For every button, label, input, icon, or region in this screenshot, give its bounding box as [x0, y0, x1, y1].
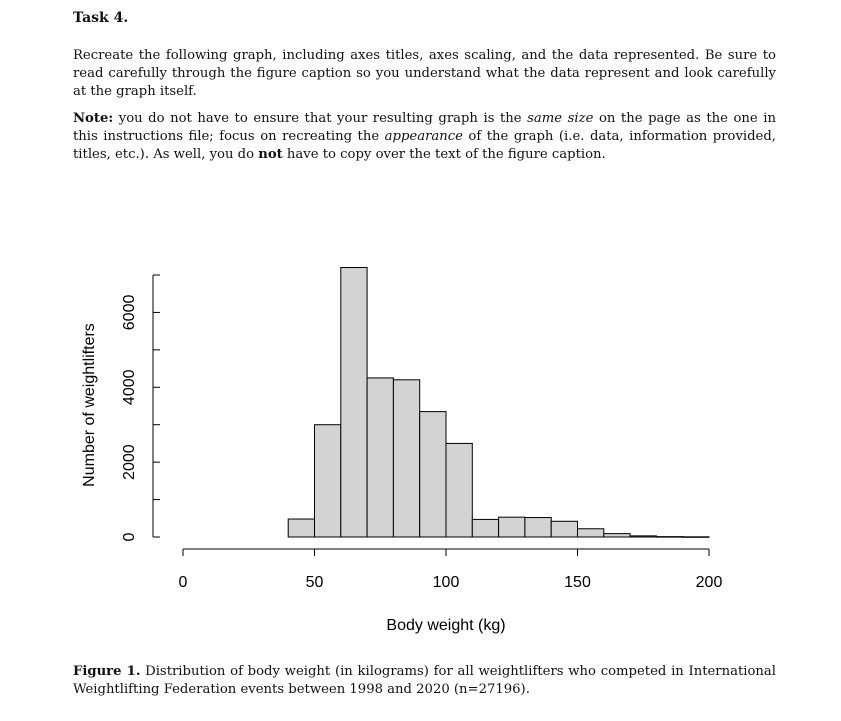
histogram-bar-190-200 — [683, 537, 709, 538]
note-emphasis-not: not — [258, 147, 283, 162]
note-text-1: you do not have to ensure that your resulting graph is the — [113, 111, 528, 126]
instructions-paragraph: Recreate the following graph, including axes titles, axes scaling, and the data represented. Be sure to read carefully through the figure caption so you understand what the data represent and look carefully at the graph itself. — [73, 48, 776, 99]
y-tick-label-6000: 6000 — [121, 294, 138, 331]
y-axis-label: Number of weightlifters — [81, 323, 98, 487]
x-axis — [179, 549, 723, 591]
note-emphasis-same-size: same size — [527, 111, 594, 126]
histogram-bars — [288, 268, 709, 538]
histogram-bar-40-50 — [288, 519, 314, 537]
histogram-bar-160-170 — [604, 534, 630, 537]
histogram-bar-150-160 — [578, 529, 604, 537]
x-tick-label-50: 50 — [305, 574, 324, 591]
x-tick-label-150: 150 — [564, 574, 591, 591]
note-label: Note: — [73, 111, 114, 126]
x-tick-label-200: 200 — [695, 574, 723, 591]
histogram-bar-110-120 — [472, 519, 498, 537]
note-emphasis-appearance: appearance — [384, 129, 463, 144]
figure-caption-text: Distribution of body weight (in kilograms) for all weightlifters who competed in International Weightlifting Federation events between 1998 and 2020 (n=27196). — [73, 664, 776, 697]
histogram-bar-80-90 — [393, 380, 419, 537]
note-text-3: of the graph (i.e. data, information provided, titles, etc.). As well, you do — [73, 129, 776, 162]
y-tick-label-2000: 2000 — [121, 444, 138, 480]
histogram-bar-120-130 — [499, 517, 525, 537]
histogram-bar-60-70 — [341, 268, 367, 537]
figure-caption-label: Figure 1. — [73, 664, 141, 679]
y-axis — [121, 275, 160, 541]
histogram-bar-180-190 — [656, 537, 682, 538]
x-tick-label-0: 0 — [178, 574, 188, 591]
task-heading: Task 4. — [73, 10, 129, 26]
y-tick-label-0: 0 — [121, 532, 138, 542]
figure-caption — [73, 663, 776, 699]
histogram-bar-50-60 — [315, 425, 341, 537]
histogram-bar-100-110 — [446, 443, 472, 537]
x-axis-label: Body weight (kg) — [386, 617, 506, 634]
note-text-2: on the page as the one in this instructions file; focus on recreating the — [73, 111, 776, 144]
histogram-bar-130-140 — [525, 518, 551, 537]
histogram-bar-90-100 — [420, 412, 446, 537]
x-tick-label-100: 100 — [432, 574, 460, 591]
histogram-bar-70-80 — [367, 378, 393, 537]
y-tick-label-4000: 4000 — [121, 369, 138, 406]
histogram-bar-140-150 — [551, 521, 577, 537]
histogram-bar-170-180 — [630, 536, 656, 537]
note-text-4: have to copy over the text of the figure caption. — [282, 147, 606, 162]
